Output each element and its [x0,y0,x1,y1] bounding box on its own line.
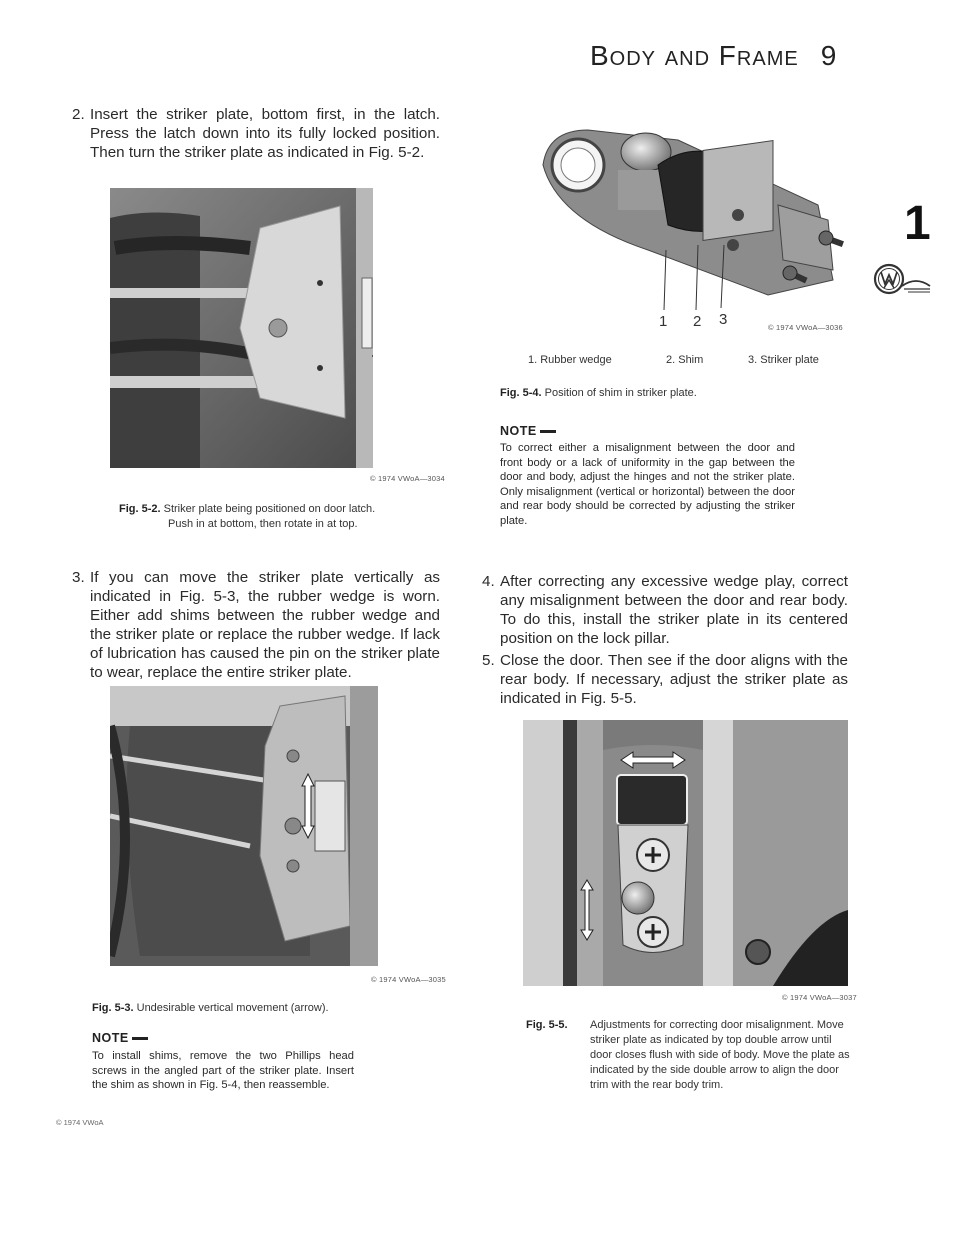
figure-5-4-caption-text: Position of shim in striker plate. [544,387,697,399]
page-number: 9 [820,40,838,71]
step-2-text: Insert the striker plate, bottom first, in the latch. Press the latch down into its fully locked position. Then turn the striker plate as indicated in Fig. 5-2. [90,106,440,161]
figure-5-5-caption-text: Adjustments for correcting door misalignment. Move striker plate as indicated by top double arrow until door closes flush with side of body. Move the plate as indicated by the side double arrow to align the door trim with the rear body trim. [590,1019,850,1091]
figure-5-3-label: Fig. 5-3. [92,1002,134,1014]
figure-5-5-photo [523,720,848,986]
figure-5-4-callout-3: 3 [719,311,728,328]
step-2 [72,105,440,165]
note-2-text: To correct either a misalignment between the door and front body or a lack of uniformity in the gap between the door and body, adjust the hinges and not the striker plate. Only misalignment (vertical or horizontal) between the door and rear body should be corrected by adjusting the striker plate. [500,442,795,527]
figure-5-4-legend-2: 2. Shim [666,354,704,366]
step-2-number: 2. [72,106,85,123]
figure-5-5-credit: © 1974 VWoA—3037 [782,993,857,1002]
figure-5-4-legend-3: 3. Striker plate [748,354,819,366]
figure-5-3-credit: © 1974 VWoA—3035 [371,975,446,984]
figure-5-3-caption-text: Undesirable vertical movement (arrow). [136,1002,329,1014]
page-footer-credit: © 1974 VWoA [56,1118,104,1127]
step-4-number: 4. [482,573,495,590]
header-title: Body and Frame [590,40,799,71]
figure-5-2-caption [119,502,459,532]
figure-5-3-caption [92,1001,452,1016]
figure-5-5-label: Fig. 5-5. [526,1019,568,1031]
note-2-heading: NOTE [500,424,556,438]
step-5 [482,651,848,711]
step-5-number: 5. [482,652,495,669]
step-4-text: After correcting any excessive wedge play, correct any misalignment between the door and rear body. To do this, install the striker plate in its centered position on the lock pillar. [500,573,848,647]
figure-5-2-caption-line1: Striker plate being positioned on door latch. [163,503,376,515]
note-1-heading: NOTE [92,1031,148,1045]
step-5-text: Close the door. Then see if the door aligns with the rear body. If necessary, adjust the striker plate as indicated in Fig. 5-5. [500,652,848,707]
figure-5-4-credit: © 1974 VWoA—3036 [768,323,843,332]
figure-5-4-label: Fig. 5-4. [500,387,542,399]
chapter-tab-number: 1 [904,197,931,250]
figure-5-2-label: Fig. 5-2. [119,503,161,515]
figure-5-2-photo [110,188,373,468]
figure-5-4-callout-1: 1 [659,313,668,330]
note-1-text: To install shims, remove the two Phillips head screws in the angled part of the striker plate. Insert the shim as shown in Fig. 5-4, then reassemble. [92,1050,354,1092]
figure-5-2-credit: © 1974 VWoA—3034 [370,474,445,483]
figure-5-3-photo [110,686,378,966]
step-4 [482,572,848,652]
vw-logo-icon [872,262,934,298]
running-header [590,40,837,72]
figure-5-2-caption-line2: Push in at bottom, then rotate in at top. [168,518,358,530]
figure-5-4-legend-1: 1. Rubber wedge [528,354,612,366]
figure-5-4-photo [528,110,858,335]
figure-5-4-caption [500,386,840,401]
striker-plate-latch-illustration [110,188,373,468]
step-3-text: If you can move the striker plate vertically as indicated in Fig. 5-3, the rubber wedge is worn. Either add shims between the rubber wedge and the striker plate or replace the rubber wedge. If lack of lubrication has caused the pin on the striker plate to wear, replace the entire striker plate. [90,569,440,681]
door-striker-adjustment-illustration [523,720,848,986]
striker-plate-vertical-movement-illustration [110,686,378,966]
figure-5-4-callout-2: 2 [693,313,702,330]
step-3 [72,568,440,681]
step-3-number: 3. [72,569,85,586]
